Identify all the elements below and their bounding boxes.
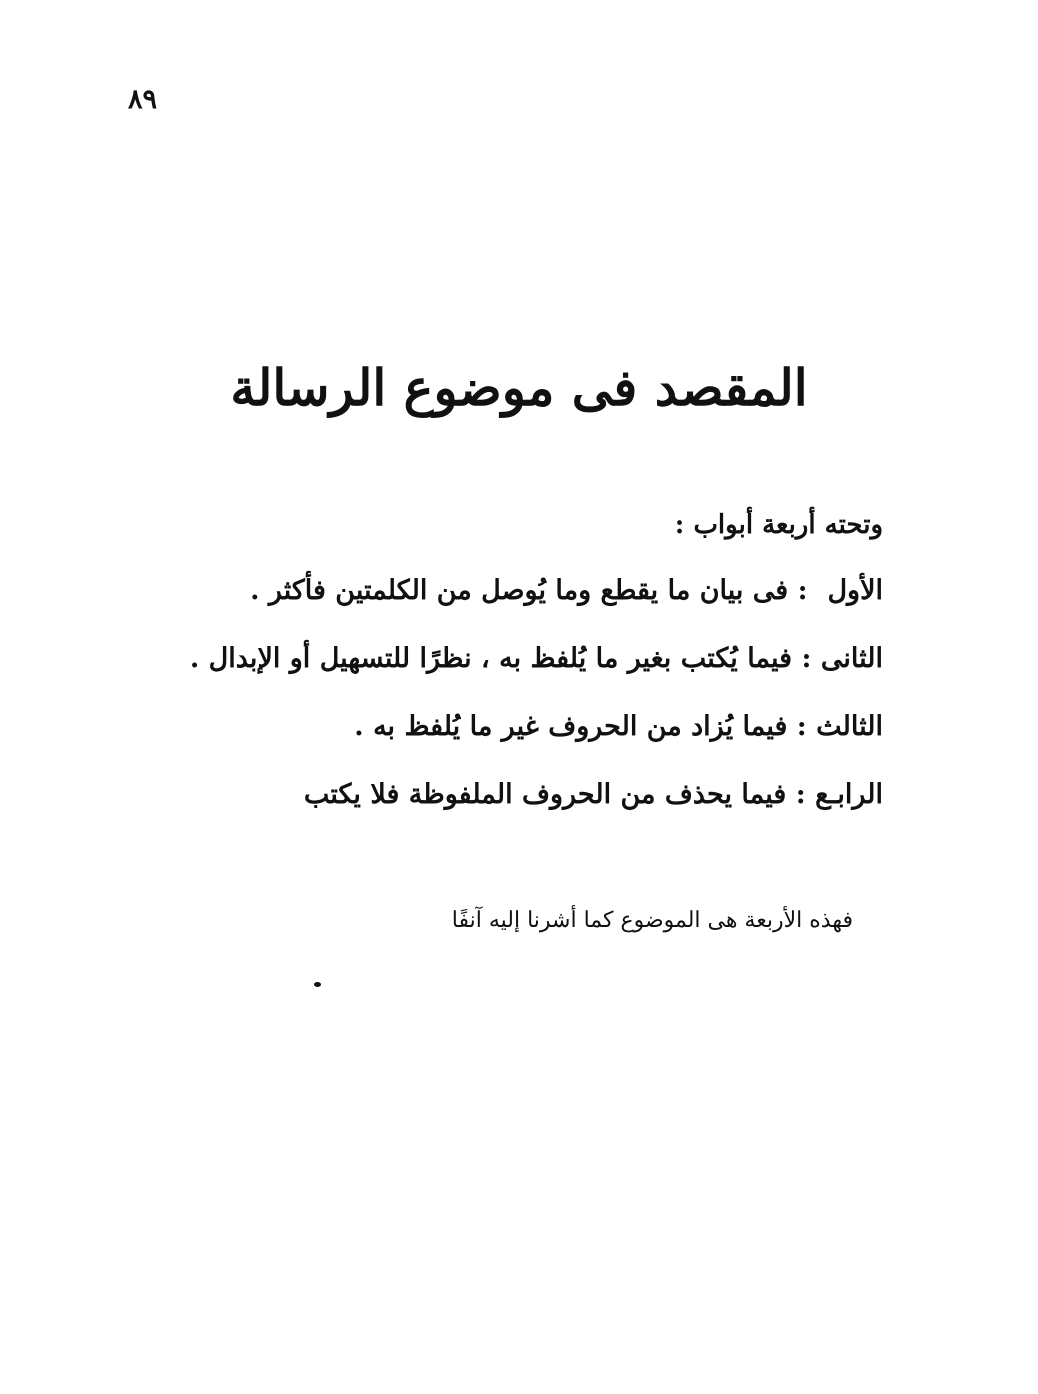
ink-dot: [314, 982, 321, 987]
chapter-separator: :: [786, 779, 816, 810]
chapter-text: فى بيان ما يقطع وما يُوصل من الكلمتين فأكثر .: [250, 575, 789, 606]
chapter-text: فيما يحذف من الحروف الملفوظة فلا يكتب: [303, 779, 787, 810]
chapter-ordinal: الثالث: [816, 711, 883, 742]
intro-text: وتحته أربعة أبواب :: [674, 510, 883, 540]
chapter-separator: :: [792, 643, 821, 674]
chapter-item-third: [193, 711, 883, 779]
chapter-item-fourth: [193, 779, 883, 847]
chapter-text: فيما يُزاد من الحروف غير ما يُلفظ به .: [354, 711, 788, 742]
chapter-text: فيما يُكتب بغير ما يُلفظ به ، نظرًا للتسهيل أو الإبدال .: [189, 643, 793, 674]
chapter-item-first: [193, 575, 883, 643]
chapter-ordinal: الأول: [827, 575, 883, 606]
page-number: ٨٩: [128, 84, 158, 115]
chapter-list: [189, 575, 883, 847]
page-title: المقصد فى موضوع الرسالة: [230, 358, 808, 417]
chapter-item-second: [189, 643, 883, 711]
chapter-ordinal: الثانى: [820, 643, 883, 674]
chapter-separator: :: [787, 711, 817, 742]
closing-text: فهذه الأربعة هى الموضوع كما أشرنا إليه آنفًا: [451, 908, 853, 933]
chapter-separator: :: [788, 575, 817, 606]
chapter-ordinal: الرابـع: [815, 779, 883, 810]
